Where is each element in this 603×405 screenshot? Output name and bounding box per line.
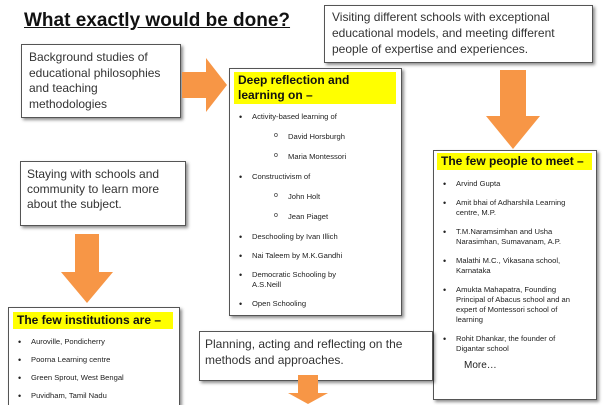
list-item: • Malathi M.C., Vikasana school, Karnataka: [434, 256, 564, 276]
visiting-schools-text: Visiting different schools with exceptional educational models, and meeting different people of expertise and experiences.: [332, 10, 555, 56]
staying-with-schools-box: [20, 161, 186, 226]
background-studies-text: Background studies of educational philosophies and teaching methodologies: [29, 50, 161, 111]
institutions-box: [8, 307, 180, 405]
list-item: • Amit bhai of Adharshila Learning centre, M.P.: [434, 198, 568, 218]
arrow-right-icon: [182, 58, 228, 112]
planning-text: Planning, acting and reflecting on the methods and approaches.: [205, 337, 403, 367]
staying-text: Staying with schools and community to learn more about the subject.: [27, 167, 160, 211]
list-item: • Rohit Dhankar, the founder of Digantar school: [434, 334, 576, 354]
reflection-list: [230, 112, 401, 309]
planning-box: [199, 331, 433, 381]
arrow-down-icon: [61, 234, 113, 304]
more-text: More…: [464, 360, 497, 371]
deep-reflection-box: [229, 68, 402, 316]
list-item: o John Holt: [230, 192, 401, 202]
list-item: • Green Sprout, West Bengal: [9, 373, 179, 383]
list-item: • Democratic Schooling by A.S.Neill: [230, 270, 362, 290]
people-heading: The few people to meet –: [437, 153, 592, 170]
list-item: • Activity-based learning of: [230, 112, 401, 122]
institutions-heading: The few institutions are –: [13, 312, 173, 329]
list-item: • T.M.Naramsimhan and Usha Narasimhan, Sumavanam, A.P.: [434, 227, 572, 247]
page-title: What exactly would be done?: [24, 10, 291, 31]
background-studies-box: [21, 44, 181, 118]
visiting-schools-box: [324, 5, 593, 63]
list-item: • Open Schooling: [230, 299, 401, 309]
institutions-list: [9, 337, 179, 401]
list-item: • Puvidham, Tamil Nadu: [9, 391, 179, 401]
list-item: • Amukta Mahapatra, Founding Principal of Abacus school and an expert of Montessori school of learning: [434, 285, 576, 325]
deep-reflection-heading: Deep reflection and learning on –: [234, 72, 396, 104]
list-item: • Nai Taleem by M.K.Gandhi: [230, 251, 401, 261]
list-item: o Jean Piaget: [230, 212, 401, 222]
list-item: • Arvind Gupta: [434, 179, 568, 189]
people-to-meet-box: [433, 150, 597, 400]
people-list: [434, 179, 596, 354]
list-item: • Auroville, Pondicherry: [9, 337, 179, 347]
list-item: • Deschooling by Ivan Illich: [230, 232, 401, 242]
list-item: • Poorna Learning centre: [9, 355, 179, 365]
arrow-down-icon: [288, 375, 328, 404]
list-item: • Constructivism of: [230, 172, 401, 182]
list-item: o David Horsburgh: [230, 132, 401, 142]
arrow-down-icon: [486, 70, 540, 150]
list-item: o Maria Montessori: [230, 152, 401, 162]
